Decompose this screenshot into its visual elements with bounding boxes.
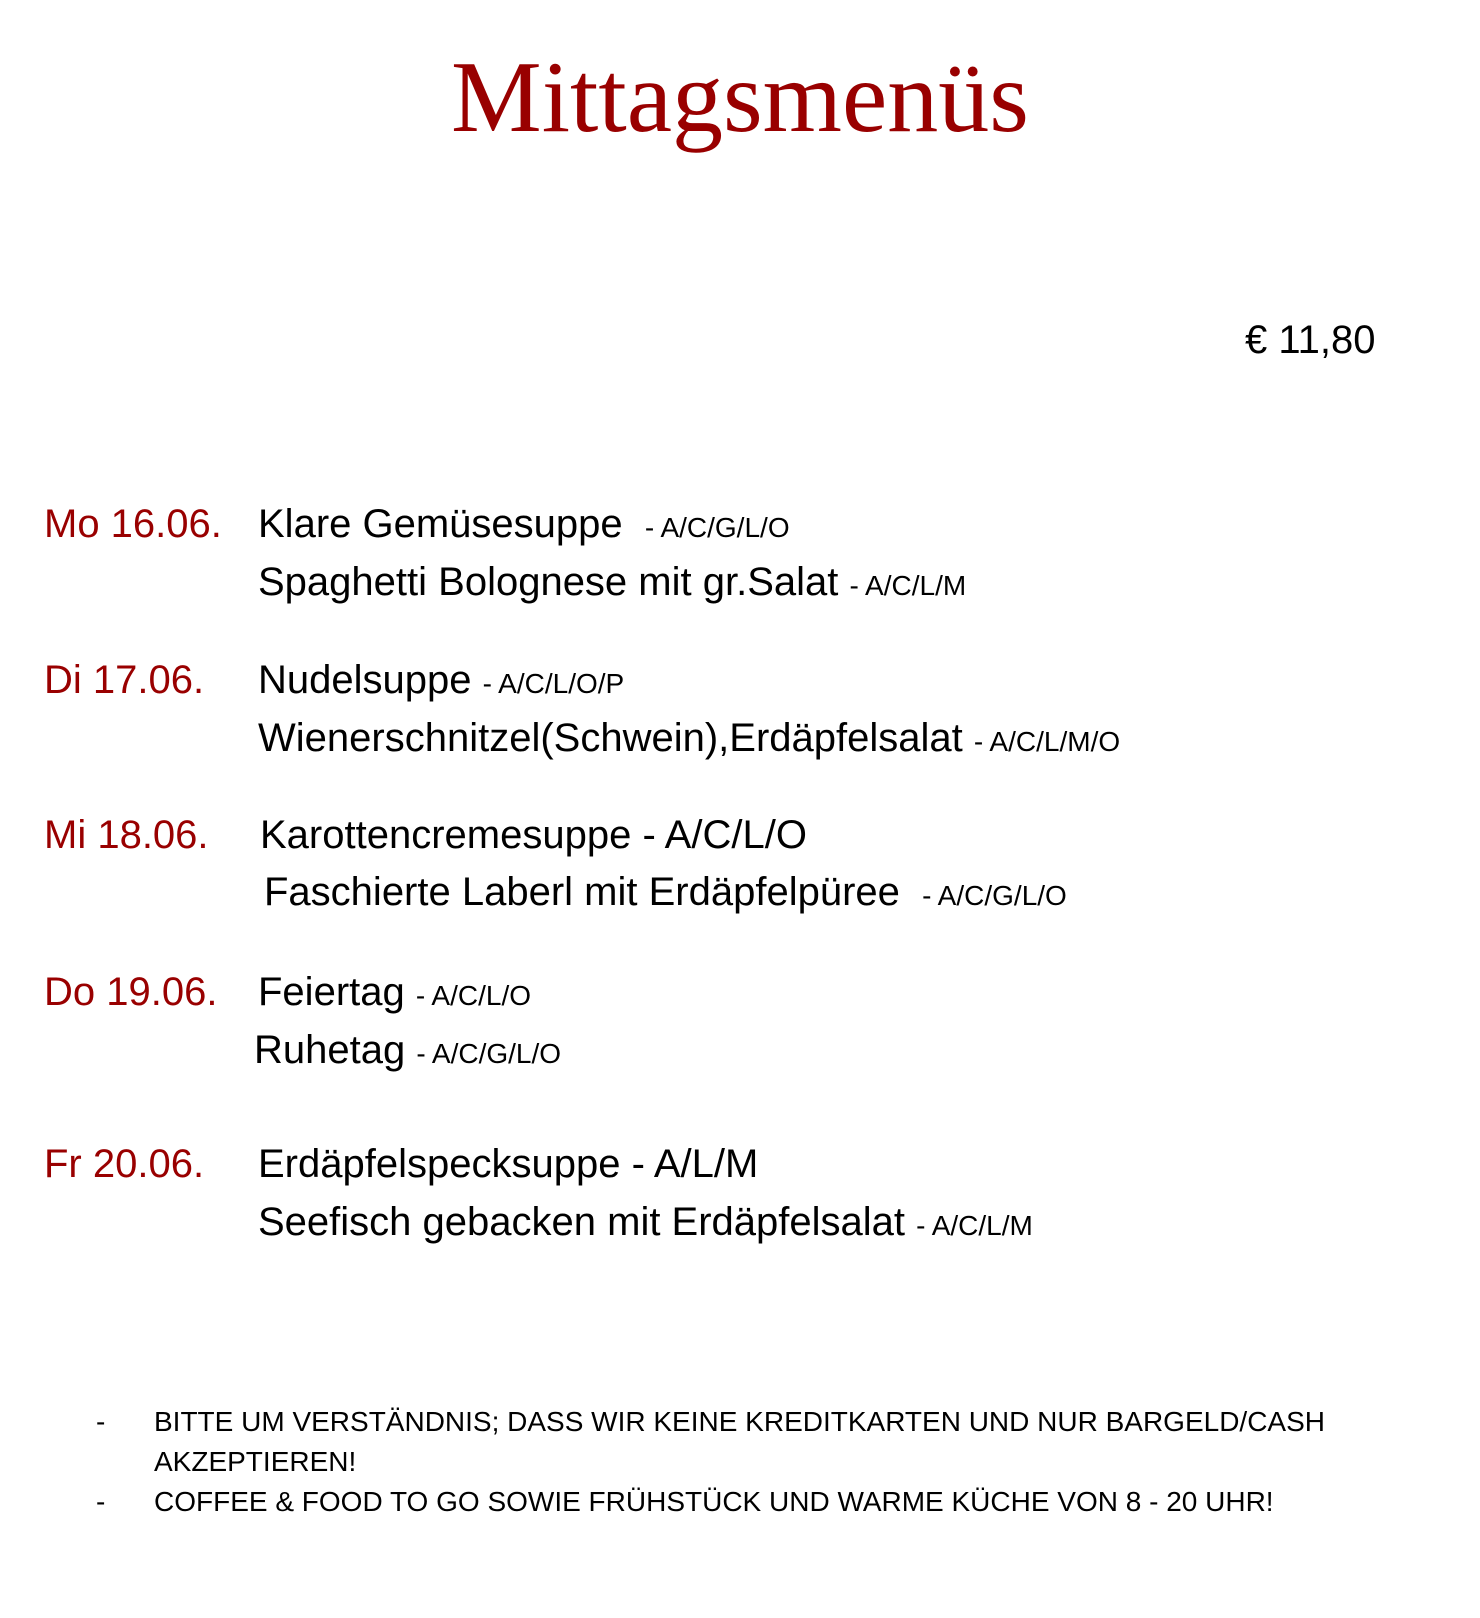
soup-line	[258, 656, 624, 708]
note-item	[96, 1402, 1466, 1482]
day-entry-tuesday	[44, 656, 1464, 776]
bullet-dash: -	[96, 1406, 106, 1437]
soup-name: Karottencremesuppe	[260, 813, 632, 857]
main-dish-name: Ruhetag	[254, 1028, 406, 1072]
day-entry-friday	[44, 1140, 1464, 1260]
day-label: Di 17.06.	[44, 658, 205, 702]
soup-allergens: - A/C/L/O/P	[482, 668, 625, 699]
main-dish-allergens: - A/C/G/L/O	[922, 880, 1067, 911]
main-dish-line	[258, 714, 1120, 766]
soup-allergens: - A/C/L/O	[415, 980, 532, 1011]
bullet-dash: -	[96, 1486, 106, 1517]
menu-price: € 11,80	[1245, 318, 1376, 362]
main-dish-name: Wienerschnitzel(Schwein),Erdäpfelsalat	[258, 716, 963, 760]
soup-line	[260, 811, 807, 859]
main-dish-allergens: - A/C/L/M/O	[973, 726, 1121, 757]
note-text: COFFEE & FOOD TO GO SOWIE FRÜHSTÜCK UND WARME KÜCHE VON 8 - 20 UHR!	[154, 1486, 1274, 1517]
main-dish-line	[254, 1026, 561, 1078]
day-label: Fr 20.06.	[44, 1142, 205, 1186]
day-label: Do 19.06.	[44, 970, 218, 1014]
soup-line	[258, 1140, 758, 1188]
soup-allergens: - A/L/M	[631, 1142, 759, 1186]
main-dish-name: Spaghetti Bolognese mit gr.Salat	[258, 560, 839, 604]
soup-allergens: - A/C/L/O	[642, 813, 807, 857]
soup-line	[258, 500, 790, 552]
day-entry-monday	[44, 500, 1464, 620]
main-dish-allergens: - A/C/G/L/O	[416, 1038, 562, 1069]
soup-name: Feiertag	[258, 970, 405, 1014]
soup-name: Nudelsuppe	[258, 658, 472, 702]
main-dish-name: Faschierte Laberl mit Erdäpfelpüree	[264, 870, 900, 914]
day-entry-wednesday	[44, 811, 1464, 931]
day-label: Mo 16.06.	[44, 502, 222, 546]
main-dish-name: Seefisch gebacken mit Erdäpfelsalat	[258, 1200, 906, 1244]
soup-name: Erdäpfelspecksuppe	[258, 1142, 621, 1186]
main-dish-allergens: - A/C/L/M	[849, 570, 967, 601]
page-title: Mittagsmenüs	[451, 41, 1029, 154]
note-text: BITTE UM VERSTÄNDNIS; DASS WIR KEINE KREDITKARTEN UND NUR BARGELD/CASH AKZEPTIEREN!	[154, 1406, 1325, 1477]
main-dish-line	[258, 1198, 1033, 1250]
soup-line	[258, 968, 531, 1020]
main-dish-line	[258, 558, 966, 610]
main-dish-line	[264, 868, 1067, 920]
note-item	[96, 1482, 1466, 1522]
day-label: Mi 18.06.	[44, 813, 209, 857]
day-entry-thursday	[44, 968, 1464, 1088]
soup-name: Klare Gemüsesuppe	[258, 502, 623, 546]
soup-allergens: - A/C/G/L/O	[644, 512, 790, 543]
footer-notes	[96, 1402, 1466, 1522]
main-dish-allergens: - A/C/L/M	[916, 1210, 1033, 1241]
